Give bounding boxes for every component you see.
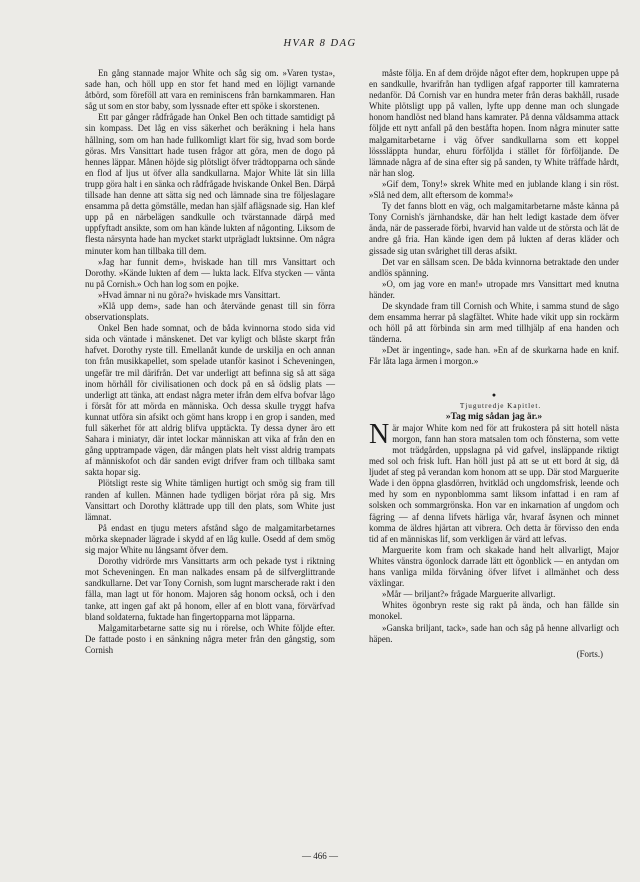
chapter-title: »Tag mig sådan jag är.»	[445, 411, 543, 422]
paragraph: »Det är ingenting», sade han. »En af de skurkarna hade en knif. Får låta laga ärmen i morgon.»	[369, 345, 619, 367]
paragraph: Whites ögonbryn reste sig rakt på ända, och han fällde sin monokel.	[369, 600, 619, 622]
paragraph: En gång stannade major White och såg sig om. »Varen tysta», sade han, och höll upp en stor fet hand med en löjligt varnande åtbörd, som föreföll att vara en reminiscens från barnkammaren. Han såg ut som en stor baby, som lyssnade efter ett spöke i skorstenen.	[85, 68, 335, 112]
paragraph: De skyndade fram till Cornish och White, i samma stund de sågo dem ensamma herrar på slagfältet. White hade vikit upp sin rockärm och höll på att förbinda sin arm med tillhjälp af ena handen och tänderna.	[369, 300, 619, 345]
paragraph: »Gif dem, Tony!» skrek White med en jublande klang i sin röst. »Slå ned dem, allt eftersom de komma!»	[369, 178, 619, 201]
right-column	[369, 68, 619, 660]
running-title: HVAR 8 DAG	[283, 38, 357, 49]
paragraph: »Hvad ämnar ni nu göra?» hviskade mrs Vansittart.	[98, 289, 281, 300]
paragraph: Malgamitarbetarne satte sig nu i rörelse, och White följde efter. De fattade posto i en sänkning några meter från den gångstig, som Cornish	[85, 622, 335, 655]
drop-cap: N	[369, 418, 390, 450]
paragraph: »Klå upp dem», sade han och återvände genast till sin förra observationsplats.	[85, 300, 335, 323]
paragraph: måste följa. En af dem dröjde något efter dem, hopkrupen uppe på en sandkulle, hvarifrån han tydligen afgaf rapporter till kamraterna nedanför. Då Cornish var en hundra meter från deras bakhåll, rusade White plötsligt upp på vallen, lyfte upp denne man och slungade honom handlöst ned bland hans kamrater. På denna våldsamma attack följde ett nytt anfall på den beståfta hopen. Inom några minuter satte malgamitarbetarne i väg öfver sandkullarna som ett koppel lösssläppta hundar, ehuru förföljda i stället för förföljande. De lämnade några af de sina efter sig på sanden, ty White träffade hårdt, när han slog.	[369, 68, 619, 178]
paragraph: »O, om jag vore en man!» utropade mrs Vansittart med knutna händer.	[369, 278, 619, 300]
paragraph: »Mår — briljant?» frågade Marguerite allvarligt.	[382, 589, 556, 600]
paragraph: Det var en sällsam scen. De båda kvinnorna betraktade den under andlös spänning.	[369, 256, 619, 278]
page-number: — 466 —	[302, 851, 338, 861]
paragraph: Marguerite kom fram och skakade hand helt allvarligt, Major Whites vänstra ögonlock darrade lätt ett ögonblick — en antydan om hans vanliga milda förvåning öfver lifvet i allmänhet och dess växlingar.	[369, 544, 619, 589]
opening-text: är major White kom ned för att frukostera på sitt hotell nästa morgon, fann han stora matsalen tom och fönsterna, som vette mot trädgården, uppslagna på vid gafvel, insläppande riktigt med sol och frisk luft. Han höll just på att se ut ett bord åt sig, då ljudet af steg på verandan kom honom att se upp. Där stod Marguerite Wade i den öppna glasdörren, hvitkläd och ungdomsfrisk, leende och med hy som en nyponblomma samt liksom infattad i en ram af solsken och sommargrönska. Hon var en inkarnation af ungdom och fägring — af denna lifvets härliga vår, hvaraf åsynen och minnet komma de äldres hjärtan att vibrera. Och detta är förvisso den enda tid af en människas lif, som verkligen är värd att lefvas.	[369, 422, 619, 544]
paragraph: Onkel Ben hade somnat, och de båda kvinnorna stodo sida vid sida och väntade i mänskenet. Det var kyligt och blåste skarpt från hafvet. Dorothy ryste till. Emellanåt kunde de urskilja en och annan ton från musikkapellet, som spelade utanför kasinot i Scheveningen, ungefär tre mil därifrån. Det var underligt att befinna sig så att säga inom hörhåll för civilisationen och dock på en så ödslig plats — underligt att tänka, att endast några meter ifrån dem elfva bofvar lågo i försåt för att mörda en människa. Och dessa skulle tryggt hafva kunnat utföra sin afsikt och gömt hans kropp i en grop i sanden, med full säkerhet för att aldrig blifva upptäckta. Ty dessa dyner äro ett Sahara i miniatyr, där intet lockar människan att vika af från den en gång upptrampade vägen, där mången plats helt visst aldrig trampats af människofot och där sanden evigt drifver fram och tillbaka samt sakta hopar sig.	[85, 323, 335, 478]
paragraph: Plötsligt reste sig White tämligen hurtigt och smög sig fram till randen af kullen. Männen hade tydligen börjat röra på sig. Mrs Vansittart och Dorothy klättrade upp till den plats, som White just lämnat.	[85, 478, 335, 522]
paragraph: Ty det fanns blott en väg, och malgamitarbetarne måste känna på Tony Cornish's järnhandske, där han helt ledigt kastade dem öfver ända, när de passerade förbi, hvarvid han valde ut de största och lät de andre gå fria. Han kände igen dem på lukten af deras kläder och gissade sig utan svårighet till deras afsikt.	[369, 201, 619, 256]
paragraph: På endast en tjugu meters afstånd sågo de malgamitarbetarnes mörka skepnader lägrade i skydd af en låg kulle. Osedd af dem smög sig major White nu långsamt öfver dem.	[85, 522, 335, 556]
left-column	[85, 68, 335, 656]
paragraph: Ett par gånger rådfrågade han Onkel Ben och tittade samtidigt på sin kompass. Det låg en viss säkerhet och beräkning i hela hans hållning, som om han hade fullkomligt klart för sig, hvad som borde göras. Mrs Vansittart hade tusen frågor att göra, men de dogo på hennes läppar. Månen höjde sig plötsligt öfver trädtopparna och sände en flod af ljus ut öfver alla sandkullarna. Major White lät sin lilla trupp göra halt i en sänka och rådfrågade hviskande Onkel Ben. Därpå tillsade han denne att sätta sig ned och lämnade sina tre följeslagare ensamma på detta gömställe, medan han själf aflägsnade sig. Han klef upp på en närbelägen sandkulle och tvärstannade därpå med uppfyftadt ansikte, som om han kände lukten af någonting. Liksom de flesta närsynta hade han mycket starkt utprägladt luktsinne. Om några minuter kom han tillbaka till dem.	[85, 112, 335, 256]
chapter-opening-paragraph	[369, 418, 619, 545]
section-divider-dot: ●	[491, 390, 497, 399]
chapter-label: Tjugutredje Kapitlet.	[459, 401, 542, 410]
paragraph: »Jag har funnit dem», hviskade han till mrs Vansittart och Dorothy. »Kände lukten af dem — lukta lack. Elfva stycken — vänta nu på Cornish.» Och han log som en pojke.	[85, 256, 335, 289]
continuation-note: (Forts.)	[576, 648, 603, 659]
paragraph: Dorothy vidrörde mrs Vansittarts arm och pekade tyst i riktning mot Scheveningen. En man nalkades ensam på de silfverglittrande sandkullarne. Det var Tony Cornish, som lugnt marscherade rakt i den fälla, man lagt ut för honom. Majoren såg honom också, och i den tanke, att ingen gaf akt på honom, eller af en blott vana, förvärfvad bland soldaterna, fuktade han fingertopparna mot läpparna.	[85, 556, 335, 622]
paragraph: »Ganska briljant, tack», sade han och såg på henne allvarligt och häpen.	[369, 622, 619, 644]
